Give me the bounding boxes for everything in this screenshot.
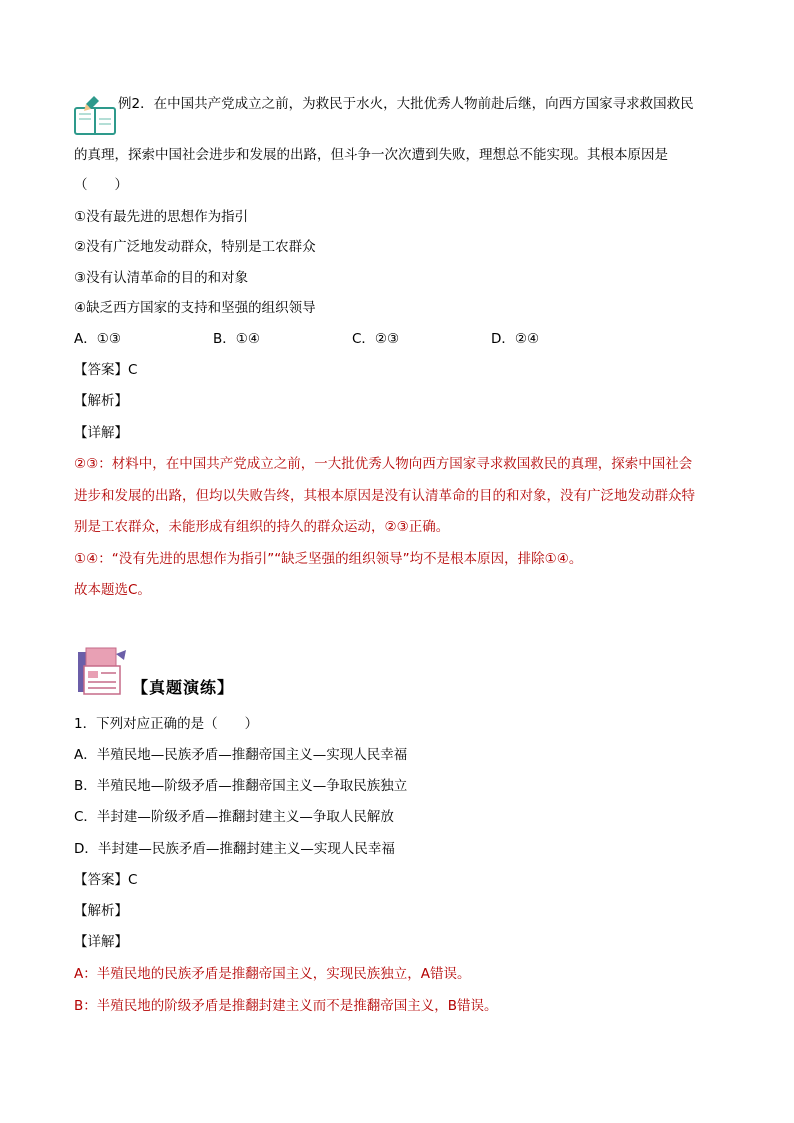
option-d: D．②④: [491, 331, 540, 347]
explanation-line: ②③：材料中，在中国共产党成立之前，一大批优秀人物向西方国家寻求救国救民的真理，探索中国社会: [74, 456, 693, 472]
answer-options: [74, 329, 630, 349]
practice-option-c: C．半封建—阶级矛盾—推翻封建主义—争取人民解放: [74, 809, 394, 825]
example-line-2: 的真理，探索中国社会进步和发展的出路，但斗争一次次遭到失败，理想总不能实现。其根本原因是: [74, 147, 668, 163]
practice-option-a: A．半殖民地—民族矛盾—推翻帝国主义—实现人民幸福: [74, 747, 408, 763]
statement-2: ②没有广泛地发动群众，特别是工农群众: [74, 239, 316, 255]
practice-answer-label: 【答案】C: [74, 872, 138, 888]
practice-analysis-label: 【解析】: [74, 903, 128, 919]
practice-explanation-line: A：半殖民地的民族矛盾是推翻帝国主义，实现民族独立，A错误。: [74, 966, 471, 982]
practice-option-b: B．半殖民地—阶级矛盾—推翻帝国主义—争取民族独立: [74, 778, 408, 794]
option-c: C．②③: [352, 331, 400, 347]
book-pencil-icon: [72, 94, 118, 136]
practice-explanation-line: B：半殖民地的阶级矛盾是推翻封建主义而不是推翻帝国主义，B错误。: [74, 998, 498, 1014]
practice-question: 1．下列对应正确的是（ ）: [74, 716, 259, 732]
question-paren: （ ）: [74, 177, 128, 193]
conclusion-line: 故本题选C。: [74, 582, 151, 598]
statement-4: ④缺乏西方国家的支持和坚强的组织领导: [74, 300, 316, 316]
practice-detail-label: 【详解】: [74, 934, 128, 950]
option-b: B．①④: [213, 331, 260, 347]
detail-label: 【详解】: [74, 425, 128, 441]
section-title: 【真题演练】: [132, 678, 235, 697]
statement-3: ③没有认清革命的目的和对象: [74, 270, 249, 286]
practice-option-d: D．半封建—民族矛盾—推翻封建主义—实现人民幸福: [74, 841, 395, 857]
statement-1: ①没有最先进的思想作为指引: [74, 209, 249, 225]
example-label: 例: [118, 96, 132, 112]
option-a: A．①③: [74, 331, 121, 347]
answer-label: 【答案】C: [74, 362, 138, 378]
explanation-line: 进步和发展的出路，但均以失败告终，其根本原因是没有认清革命的目的和对象，没有广泛地发动群众特: [74, 488, 695, 504]
example-line-1: 例2．在中国共产党成立之前，为救民于水火，大批优秀人物前赴后继，向西方国家寻求救国救民: [118, 96, 694, 112]
explanation-line: ①④：“没有先进的思想作为指引”“缺乏坚强的组织领导”均不是根本原因，排除①④。: [74, 551, 583, 567]
analysis-label: 【解析】: [74, 393, 128, 409]
exam-papers-icon: [74, 646, 130, 698]
explanation-line: 别是工农群众，未能形成有组织的持久的群众运动，②③正确。: [74, 519, 450, 535]
